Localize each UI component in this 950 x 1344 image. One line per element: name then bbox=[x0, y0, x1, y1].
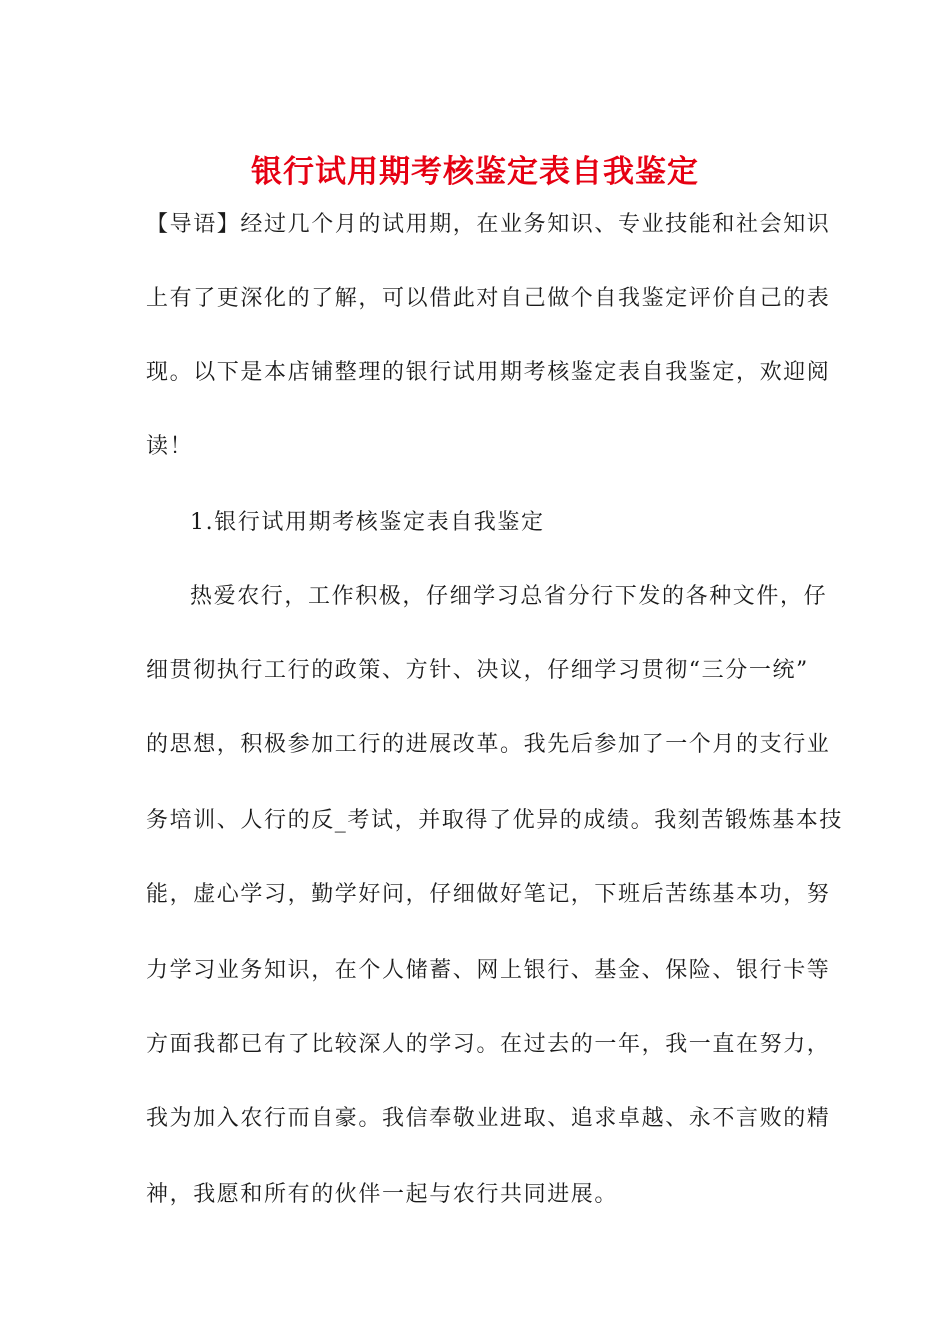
body-line-8: 我为加入农行而自豪。我信奉敬业进取、追求卓越、永不言败的精 bbox=[146, 1106, 831, 1131]
intro-line-3: 现。以下是本店铺整理的银行试用期考核鉴定表自我鉴定，欢迎阅 bbox=[146, 360, 831, 385]
body-line-1: 热爱农行，工作积极，仔细学习总省分行下发的各种文件，仔 bbox=[190, 584, 828, 609]
section-heading: 1.银行试用期考核鉴定表自我鉴定 bbox=[190, 510, 545, 535]
body-line-5: 能，虚心学习，勤学好问，仔细做好笔记，下班后苦练基本功，努 bbox=[146, 882, 831, 907]
body-line-2: 细贯彻执行工行的政策、方针、决议，仔细学习贯彻“三分一统” bbox=[146, 658, 809, 683]
intro-line-4: 读！ bbox=[146, 434, 194, 459]
intro-line-1: 【导语】经过几个月的试用期，在业务知识、专业技能和社会知识 bbox=[146, 212, 831, 237]
body-line-7: 方面我都已有了比较深人的学习。在过去的一年，我一直在努力， bbox=[146, 1032, 831, 1057]
body-line-6: 力学习业务知识，在个人储蓄、网上银行、基金、保险、银行卡等 bbox=[146, 958, 831, 983]
body-line-4: 务培训、人行的反_考试，并取得了优异的成绩。我刻苦锻炼基本技 bbox=[146, 808, 844, 833]
body-line-3: 的思想，积极参加工行的进展改革。我先后参加了一个月的支行业 bbox=[146, 732, 831, 757]
body-line-9: 神，我愿和所有的伙伴一起与农行共同进展。 bbox=[146, 1182, 619, 1207]
intro-line-2: 上有了更深化的了解，可以借此对自己做个自我鉴定评价自己的表 bbox=[146, 286, 831, 311]
document-title: 银行试用期考核鉴定表自我鉴定 bbox=[251, 154, 699, 190]
